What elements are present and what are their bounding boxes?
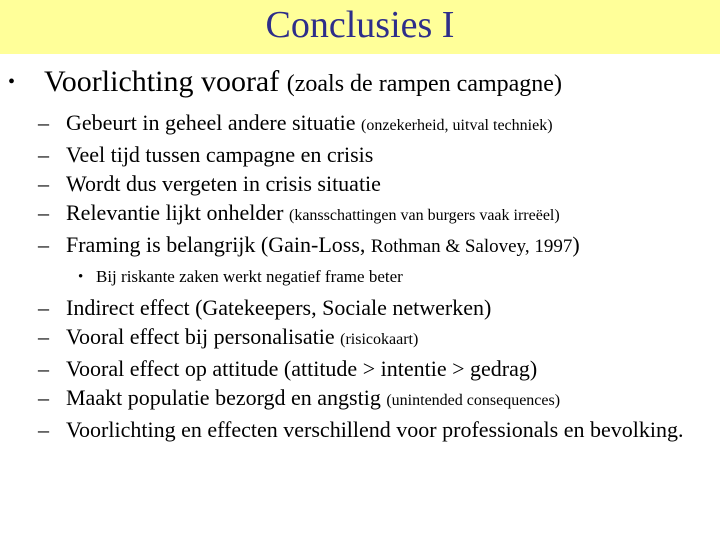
- list-item: [38, 140, 708, 169]
- dash-icon: –: [38, 385, 49, 410]
- dash-icon: –: [38, 356, 49, 381]
- list-item-note: (risicokaart): [340, 331, 419, 348]
- title-bar: [0, 0, 720, 54]
- list-item-text: Voorlichting en effecten verschillend voor professionals en bevolking.: [66, 417, 684, 442]
- slide-title: Conclusies I: [265, 4, 455, 46]
- bullet-icon: •: [8, 71, 16, 93]
- bullet-list: [38, 108, 708, 444]
- list-item-text: Relevantie lijkt onhelder: [66, 200, 289, 225]
- list-item-note: Rothman & Salovey, 1997: [370, 236, 573, 257]
- list-item: [38, 198, 708, 230]
- list-item-text: Veel tijd tussen campagne en crisis: [66, 142, 374, 167]
- bullet-icon: •: [78, 269, 84, 285]
- sub-point-text: Bij riskante zaken werkt negatief frame beter: [96, 267, 403, 286]
- list-item: [38, 354, 708, 383]
- list-item-text: Wordt dus vergeten in crisis situatie: [66, 171, 381, 196]
- list-item: [38, 415, 708, 444]
- list-item-text: Indirect effect (Gatekeepers, Sociale netwerken): [66, 295, 492, 320]
- list-item: [38, 169, 708, 198]
- list-item: [38, 322, 708, 354]
- list-item-text: Framing is belangrijk (Gain-Loss,: [66, 232, 371, 257]
- list-item-note: (unintended consequences): [386, 392, 561, 409]
- list-item-text: Maakt populatie bezorgd en angstig: [66, 385, 387, 410]
- dash-icon: –: [38, 232, 49, 257]
- list-item: [38, 230, 708, 261]
- dash-icon: –: [38, 295, 49, 320]
- dash-icon: –: [38, 324, 49, 349]
- list-item: [38, 108, 708, 140]
- main-point-note: (zoals de rampen campagne): [286, 71, 562, 97]
- list-item-text: Gebeurt in geheel andere situatie: [66, 110, 362, 135]
- main-point-text: Voorlichting vooraf: [44, 65, 280, 98]
- dash-icon: –: [38, 417, 49, 442]
- list-item-text: Vooral effect bij personalisatie: [66, 324, 341, 349]
- sub-point: [38, 265, 708, 289]
- dash-icon: –: [38, 142, 49, 167]
- list-item-note: (onzekerheid, uitval techniek): [361, 117, 553, 134]
- list-item: [38, 383, 708, 415]
- list-item-text: Vooral effect op attitude (attitude > intentie > gedrag): [66, 356, 538, 381]
- dash-icon: –: [38, 110, 49, 135]
- list-item-note: (kansschattingen van burgers vaak irreëel): [289, 207, 560, 224]
- list-item-tail: ): [572, 232, 580, 257]
- dash-icon: –: [38, 200, 49, 225]
- dash-icon: –: [38, 171, 49, 196]
- list-item: [38, 293, 708, 322]
